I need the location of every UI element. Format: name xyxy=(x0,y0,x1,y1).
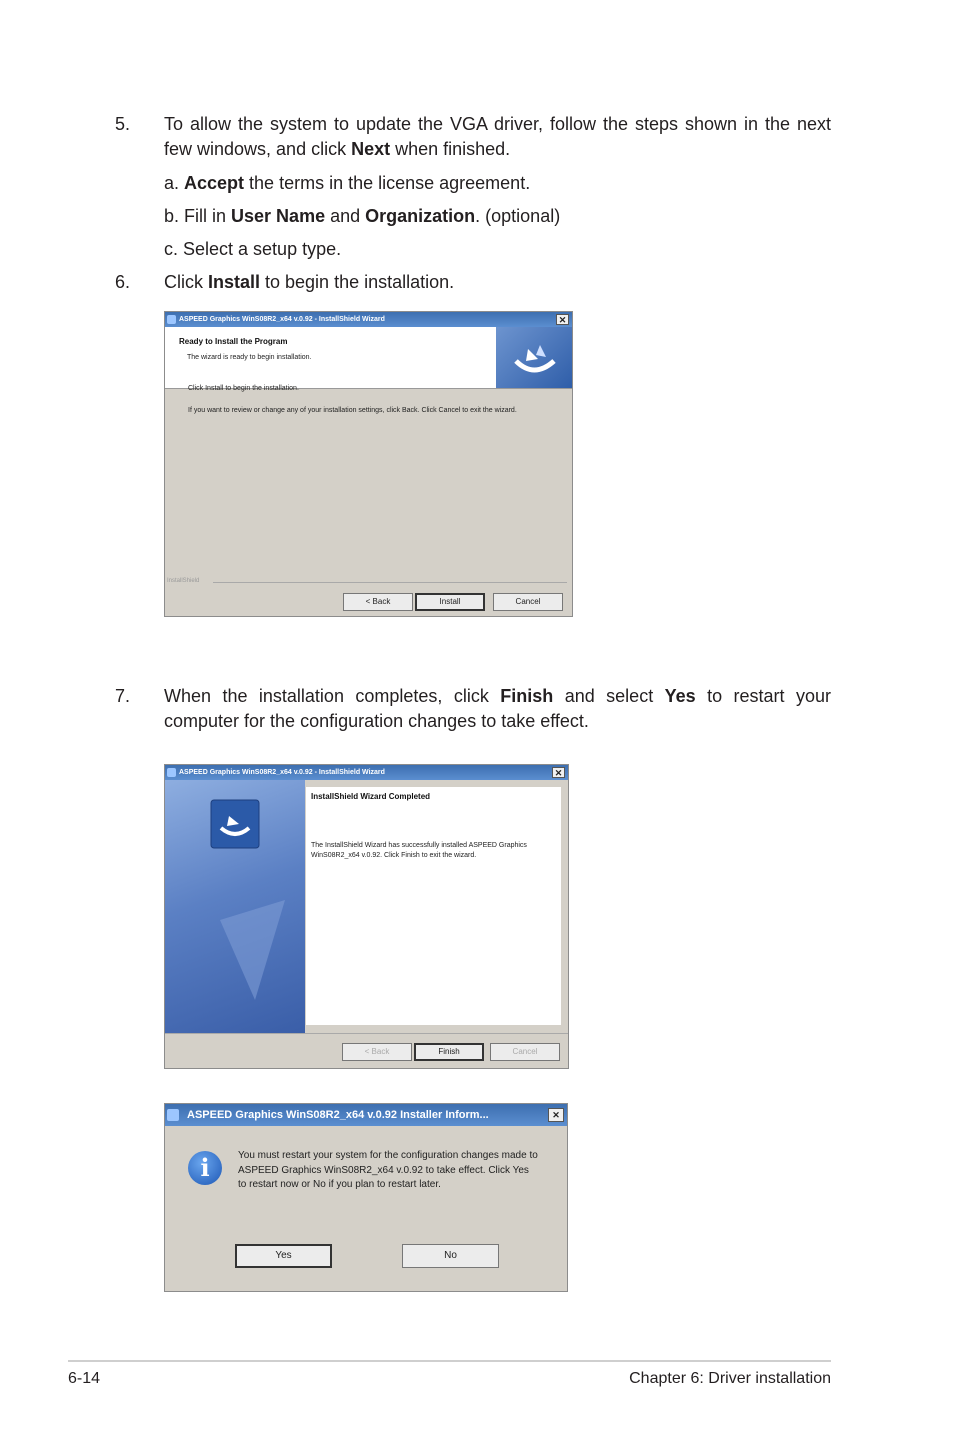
wizard-header xyxy=(165,327,572,389)
title-bar: ASPEED Graphics WinS08R2_x64 v.0.92 - InstallShield Wizard ✕ xyxy=(165,312,572,327)
wizard-heading: InstallShield Wizard Completed xyxy=(311,792,431,801)
step-text: To allow the system to update the VGA driver, follow the steps shown in the next few windows, and click Next when finished. xyxy=(164,114,831,159)
chapter-title: Chapter 6: Driver installation xyxy=(629,1370,831,1387)
installshield-logo-icon xyxy=(496,327,572,388)
cancel-button[interactable]: Cancel xyxy=(493,593,563,611)
wizard-heading: Ready to Install the Program xyxy=(179,337,288,346)
wizard-subheading: The wizard is ready to begin installation. xyxy=(187,354,312,361)
installshield-brand: InstallShield xyxy=(167,578,200,584)
title-bar: ASPEED Graphics WinS08R2_x64 v.0.92 - InstallShield Wizard ✕ xyxy=(165,765,568,780)
body-instruction: Click Install to begin the installation. xyxy=(188,385,299,392)
substep-b: b. Fill in User Name and Organization. (optional) xyxy=(164,206,561,226)
substep-c: c. Select a setup type. xyxy=(164,239,342,259)
install-button[interactable]: Install xyxy=(415,593,485,611)
step-5 xyxy=(115,112,831,162)
restart-info-dialog xyxy=(164,1103,568,1292)
restart-message: You must restart your system for the configuration changes made to ASPEED Graphics WinS08R2_x64 v.0.92 to take effect. Click Yes to restart now or No if you plan to restart later. xyxy=(238,1150,538,1190)
yes-button[interactable]: Yes xyxy=(235,1244,332,1268)
step-text: When the installation completes, click Finish and select Yes to restart your computer for the configuration changes to take effect. xyxy=(164,686,831,731)
step-7 xyxy=(115,684,831,734)
wizard-side-panel xyxy=(165,780,305,1033)
step-number: 7. xyxy=(115,686,131,706)
close-icon[interactable]: ✕ xyxy=(556,314,569,325)
finish-button[interactable]: Finish xyxy=(414,1043,484,1061)
step-6 xyxy=(115,270,831,295)
install-wizard-dialog xyxy=(164,311,573,617)
app-icon xyxy=(167,1109,179,1121)
cancel-button[interactable]: Cancel xyxy=(490,1043,560,1061)
page-number: 6-14 xyxy=(68,1370,101,1387)
wizard-completed-text: The InstallShield Wizard has successfully installed ASPEED Graphics WinS08R2_x64 v.0.92. Click Finish to exit the wizard. xyxy=(311,842,527,859)
app-icon xyxy=(167,768,176,777)
separator xyxy=(165,1033,568,1034)
no-button[interactable]: No xyxy=(402,1244,499,1268)
close-icon[interactable]: ✕ xyxy=(548,1108,564,1122)
app-icon xyxy=(167,315,176,324)
title-bar: ASPEED Graphics WinS08R2_x64 v.0.92 Installer Inform... ✕ xyxy=(165,1104,567,1126)
step-number: 6. xyxy=(115,272,131,292)
step-number: 5. xyxy=(115,114,131,134)
back-button[interactable]: < Back xyxy=(342,1043,412,1061)
wizard-content-panel xyxy=(306,787,561,1025)
separator xyxy=(213,582,567,583)
substep-a: a. Accept the terms in the license agreement. xyxy=(164,173,531,193)
info-icon: i xyxy=(188,1151,222,1185)
wizard-completed-dialog xyxy=(164,764,569,1069)
close-icon[interactable]: ✕ xyxy=(552,767,565,778)
step-text: Click Install to begin the installation. xyxy=(164,272,455,292)
body-review-text: If you want to review or change any of your installation settings, click Back. Click Cancel to exit the wizard. xyxy=(188,407,517,414)
footer-divider xyxy=(68,1360,831,1362)
back-button[interactable]: < Back xyxy=(343,593,413,611)
